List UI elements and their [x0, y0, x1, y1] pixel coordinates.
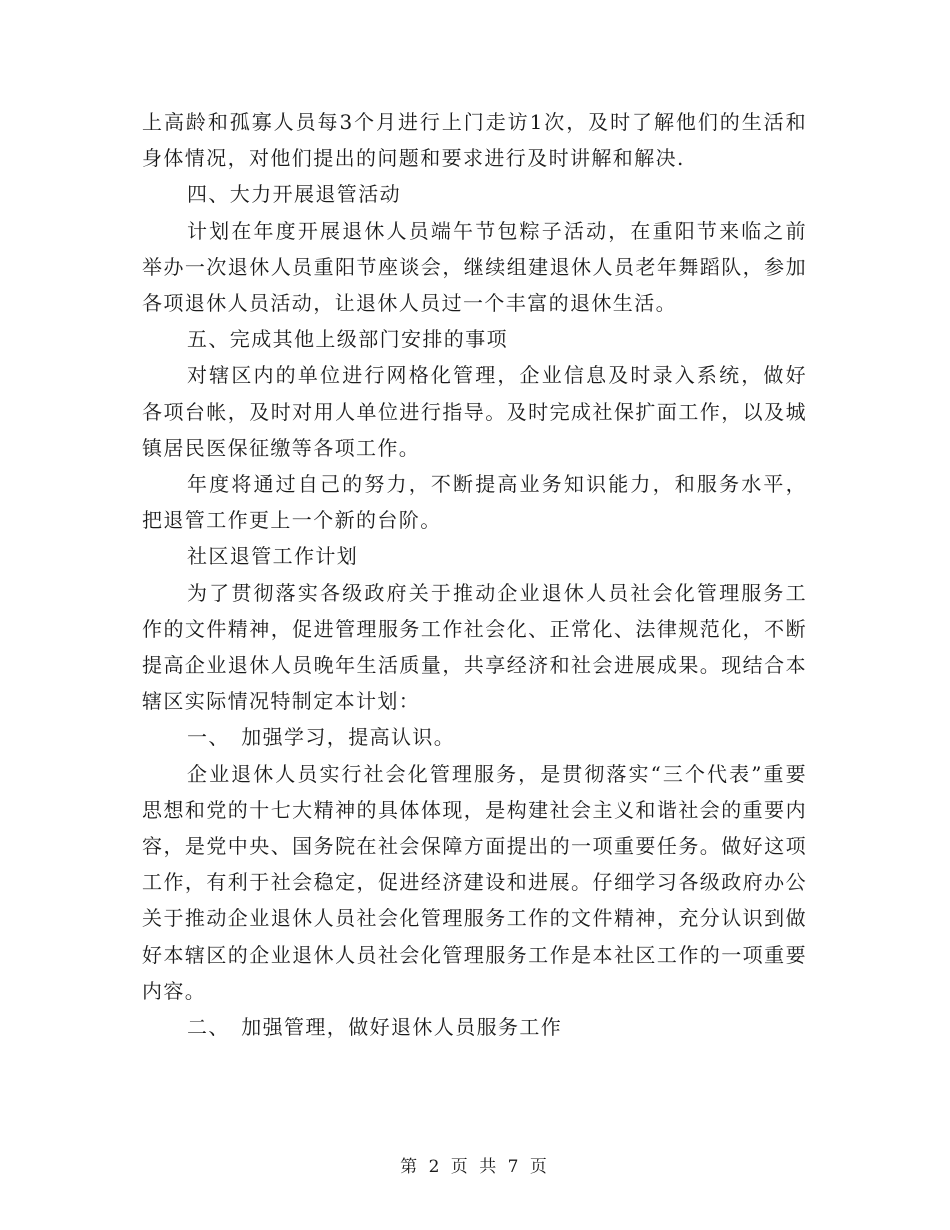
page-number-footer: 第 2 页 共 7 页 — [400, 1157, 550, 1177]
paragraph-continuation: 上高龄和孤寡人员每3个月进行上门走访1次，及时了解他们的生活和身体情况，对他们提出的问题和要求进行及时讲解和解决. — [142, 110, 807, 171]
paragraph-annual-goal: 年度将通过自己的努力，不断提高业务知识能力，和服务水平，把退管工作更上一个新的台阶。 — [142, 472, 807, 533]
section-heading-4: 四、大力开展退管活动 — [187, 182, 401, 207]
section-heading-1: 一、 加强学习，提高认识。 — [187, 725, 456, 750]
paragraph-grid-management: 对辖区内的单位进行网格化管理，企业信息及时录入系统，做好各项台帐，及时对用人单位进行指导。及时完成社保扩面工作，以及城镇居民医保征缴等各项工作。 — [142, 363, 807, 460]
paragraph-study: 企业退休人员实行社会化管理服务，是贯彻落实“三个代表”重要思想和党的十七大精神的具体体现，是构建社会主义和谐社会的重要内容，是党中央、国务院在社会保障方面提出的一项重要任务。做好这项工作，有利于社会稳定，促进经济建设和进展。仔细学习各级政府办公关于推动企业退休人员社会化管理服务工作的文件精神，充分认识到做好本辖区的企业退休人员社会化管理服务工作是本社区工作的一项重要内容。 — [142, 761, 807, 1003]
section-heading-5: 五、完成其他上级部门安排的事项 — [187, 327, 508, 352]
document-body — [142, 104, 807, 1045]
section-heading-2: 二、 加强管理，做好退休人员服务工作 — [187, 1015, 563, 1040]
paragraph-activities: 计划在年度开展退休人员端午节包粽子活动，在重阳节来临之前举办一次退休人员重阳节座谈会，继续组建退休人员老年舞蹈队，参加各项退休人员活动，让退休人员过一个丰富的退休生活。 — [142, 218, 807, 316]
paragraph-purpose: 为了贯彻落实各级政府关于推动企业退休人员社会化管理服务工作的文件精神，促进管理服务工作社会化、正常化、法律规范化，不断提高企业退休人员晚年生活质量，共享经济和社会进展成果。现结合本辖区实际情况特制定本计划： — [142, 580, 807, 714]
document-subtitle: 社区退管工作计划 — [187, 544, 359, 569]
